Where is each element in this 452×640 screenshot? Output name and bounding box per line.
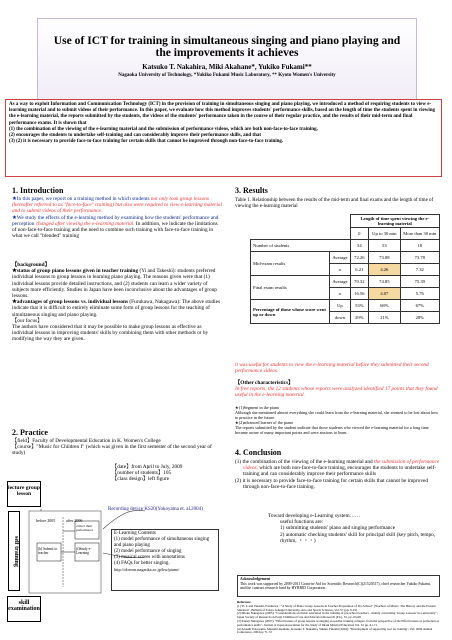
table-cell: 5.76 [400,288,439,300]
table-header-row [251,215,440,228]
practice-heading: 2. Practice [12,428,48,437]
references-label: Reference [237,600,251,604]
table-cell: 73.78 [400,252,439,264]
table-cell: 21% [369,312,400,324]
intro-body [12,196,222,239]
collect-label: collect their performance [76,524,94,532]
bullet-2-head: ★(2)advanced learner of the piano [235,420,294,425]
background-item-2-head: ★advantages of group lessons vs. individual lessons [12,299,129,306]
useful-label: useful functions are: [280,519,324,526]
contents-title: E-Learning Contents [114,531,156,536]
reference-item: [2] Mioko Nakagawa (2005): "Considerations on music education in the training of pre-school teachers - mainly concerning 'Group Lessons' in a university", Japan Society of Research on Early Childhood Care and Education Research (Ed.), 52, pp. 63-68 [237,611,438,620]
affiliation: Nagaoka University of Technology, *Yukiko Fukami Music Laboratory, ** Kyoto Women's University [118,73,336,78]
table-cell: 28% [400,312,439,324]
practice-class: 【class design】left figure [112,476,170,483]
abstract-item: (3) (2) it is necessary to provide face-to-face training for certain skills that cannot be improved through non-face-to-face training. [9,139,284,145]
contents-item: (3) musical scores with annotations [114,555,185,560]
table-cell: 75.39 [400,276,439,288]
background-item-1-body: (Yi and Takeshi): students preferred individual lessons to group lessons in learning piano playing. The reasons given were that (1) individual lessons provide detailed instructions, and (2) students can learn a wider variety of subjects more efficiently. Studies in Japan have been inconclusive about the advantages of group lessons. [12,268,217,300]
row-sublabel: σ [330,288,350,300]
table-cell: 53 [369,240,400,252]
table-cell: 67% [400,300,439,312]
table-cell: 68% [369,300,400,312]
table-cell: 4.07 [369,288,400,300]
table-row [251,276,440,288]
focus-body: The authors have considered that it may be possible to make group lessons as effective as individual lessons in improving students' skills by combining them with other methods or by modifying the way they are given. [12,324,209,343]
col-header: Up to 30 min [369,228,400,240]
table-header: Length of time spent viewing the e-learning material [350,215,439,228]
reference-item: [1] Yi, L and Takeshi, Furukawa : "A Study of Piano Group Lessons in Teacher Preparation of Pre-School" (Teachers of Music: The History and the Present Situation", Bulletin of Tokyo Gakugei University, Arts and Sports Sciences, Vol. 57 (pp. 9-19) [237,603,436,612]
table-cell: 74.85 [369,276,400,288]
table-cell: 6.21 [350,264,369,276]
conclusion-1a: (1) the combination of the viewing of the e-learning material and [235,459,373,465]
conclusion-1 [235,459,440,478]
table-cell: 70.32 [350,276,369,288]
intro-p1-red: not only took group lessons (hereafter referred to as "face-to-face" training) but also were required to view e-learning material and to submit videos of their performance. [12,196,222,215]
row-sublabel: σ [330,264,350,276]
background-section [12,262,222,343]
submit-label: (b) Submit to teacher [38,547,58,556]
class-design-diagram [3,481,221,628]
row-sublabel: down [330,312,350,324]
row-label: Percentage of those whose score went up or down [251,300,330,324]
practice-details [112,464,222,483]
intro-p2-red: changed after viewing the e-learning material. [35,220,135,227]
intro-heading: 1. Introduction [12,186,64,195]
function-1: 1) submitting students' piano and singing performance [280,525,396,532]
background-item-1-head: ★status of group piano lessons given in teacher training [12,268,139,275]
other-section [235,380,440,399]
conclusion-body [235,459,440,490]
ack-title: Acknowledgement [240,577,270,581]
row-label: Final exam results [251,276,330,300]
table-col-row [251,228,440,240]
table-cell: 7.32 [400,264,439,276]
abstract-item: (2) encourages the students to undertake self-training and can considerably improve their performance skills, and that [9,133,262,139]
table-cell: 72.26 [350,252,369,264]
table-cell: 34 [350,240,369,252]
title-banner [37,18,417,100]
contents-item: (4) FAQs for better singing. [114,561,170,566]
function-2: 2) automatic checking students' skill for principal skill (key pitch, tempo, rhythm, ・・・) [280,531,436,544]
row-label: Mid-exam results [251,252,330,276]
other-red: In free reports, the 12 students whose reports were analyzed identified 17 points that they found useful in the e-learning material. [235,386,438,399]
bullet-1-head: ★(1)Segment in the piano [235,405,280,410]
conclusion-2: (2) it is necessary to provide face-to-face training for certain skills that cannot be improved through non-face-to-face training. [235,477,428,490]
bullets-section [235,405,440,435]
practice-course: 【course】"Music for Children I" (which was given in the first semester of the second year of study) [12,444,212,457]
table-row [251,252,440,264]
background-label: 【background】 [12,262,50,268]
table-row [251,300,440,312]
study-label: (i)Study e-Learning [76,547,92,556]
acknowledgement-box [237,575,440,597]
conclusion-heading: 4. Conclusion [235,448,282,457]
conclusion-1-red: the submission of performance videos, [243,459,440,472]
lecture-box: lecture group lesson [7,481,41,507]
contents-url[interactable]: http://oberon.nagaoka.ac.jp/kw/piano/ [114,567,180,572]
arrow-recording [103,510,145,529]
other-label: 【Other characteristics】 [235,380,294,386]
contents-item: (2) model performance of singing [114,549,182,554]
row-sublabel: Up [330,300,350,312]
contents-item: (1) model performance of simultaneous singing and piano playing [114,537,210,548]
results-red-note: it was useful for students to view the e-learning material before they submitted their second performance videos. [235,362,429,375]
conclusion-1b: which are both non-face-to-face training, encourages the students to undertake self-training and can considerably improve their performance skills [243,465,437,478]
row-label: Number of students [251,240,351,252]
toward-label: Toward developing e-Learning system…… [268,513,361,519]
reference-item: [3] Kusaji Nakagawa (2007): "Effectiveness of group lessons as singing-to-teacher training colleges: from the perspective of the Effectiveness as perfection as performance skills", Journal of Japan Association for the Study of Infant Musical Education Vol. 61 pp. 61-71 [237,618,440,627]
references [237,601,442,635]
results-heading: 3. Results [235,186,268,195]
bullet-2-body: The reports submitted by the student indicate that those students who viewed the e-learning material for a long time became aware of many important points and were anxious to learn. [235,425,429,435]
abstract-lead: As a way to exploit Information and Communication Technology (ICT) in the provision of training in simultaneous singing and piano playing, we introduced a method of requiring students to view e-learning material and to submit videos of their performance. In this paper, we evaluate how this method improves students' performance skills, based on the length of time the students spent in viewing the e-learning material, the reports submitted by the students, the videos of the students' performance taken in the course of their regular practice, and the results of their mid-term and final performance exams. It is shown that [9,102,436,126]
background-item-2-body: (Furukawa, Nakagawa): The above studies indicate that it is difficult to entirely eliminate some form of group lessons for the teaching of simultaneous singing and piano playing. [12,299,221,318]
row-sublabel: Average [330,252,350,264]
practice-body [12,438,217,457]
after-label: after 2006 [66,518,83,523]
results-table [250,214,440,324]
table-caption: Table 1. Relationship between the results of the mid-term and final exams and the length of time of viewing the e-learning material [235,198,434,210]
authors: Katsuko T. Nakahira, Miki Akahane*, Yukiko Fukami** [142,63,312,71]
elearning-contents-box [111,529,219,591]
table-cell: 53% [350,300,369,312]
col-header: 0 [350,228,369,240]
intro-p2: ★We study the effects of the e-learning method by examining how the students' performance and perception [12,214,219,227]
table-cell: 4.26 [369,264,400,276]
abstract-box [5,99,442,177]
self-training-box: self training [8,511,20,591]
practice-students: 【number of students】105 [112,470,172,477]
future-functions [268,513,440,544]
focus-label: 【our focus】 [12,317,43,324]
skill-exam-box: skill examination [7,596,41,622]
table-cell: 18 [400,240,439,252]
recording-device: Recording device KS20(Yokoyama et. al.2004) [108,507,203,512]
bullet-1-body: Although she mentioned almost everything she could learn from the e-learning material, she seemed to be lost about how to practice in the future. [235,410,439,420]
table-cell: 16.56 [350,288,369,300]
table-row [251,240,440,252]
table-cell: 29% [350,312,369,324]
intro-p1: ★In this paper, we report on a training method in which students [12,196,150,202]
ack-body: This work was supported by 2009-2011 Grant-in-Aid for Scientific Research(C)(21520517), chief researcher Yukiko Fukami, and the contract research fund by HYBRID Corporation. [240,581,431,591]
practice-field: 【field】Faculty of Developmental Education in K. Women's College [12,438,161,444]
before-label: before 2005 [36,518,56,523]
poster-title: Use of ICT for training in simultaneous singing and piano playing and the improvements it achieves [53,34,401,59]
row-sublabel: Average [330,276,350,288]
col-header: More than 30 min [400,228,439,240]
table-cell: 73.08 [369,252,400,264]
intro-p2-rest: In addition, we indicate the limitations of non-face-to-face training and the need to combine such training with face-to-face training in what we call "blended" training [12,220,218,240]
reference-item: [4] Atsushi Yokoyama, Masashi Akahane, Katsuko T. Nakahira, Yukiko Fukami (2004): "Development of supporting tool for training", JSC 2004 Annual Conference, 2004 pp 71-72 [237,626,433,635]
abstract-item: (1) the combination of the viewing of the e-learning material and the submission of performance videos, which are both non-face-to-face training, [9,126,318,132]
practice-date: 【date】from April to July, 2009 [112,464,183,470]
